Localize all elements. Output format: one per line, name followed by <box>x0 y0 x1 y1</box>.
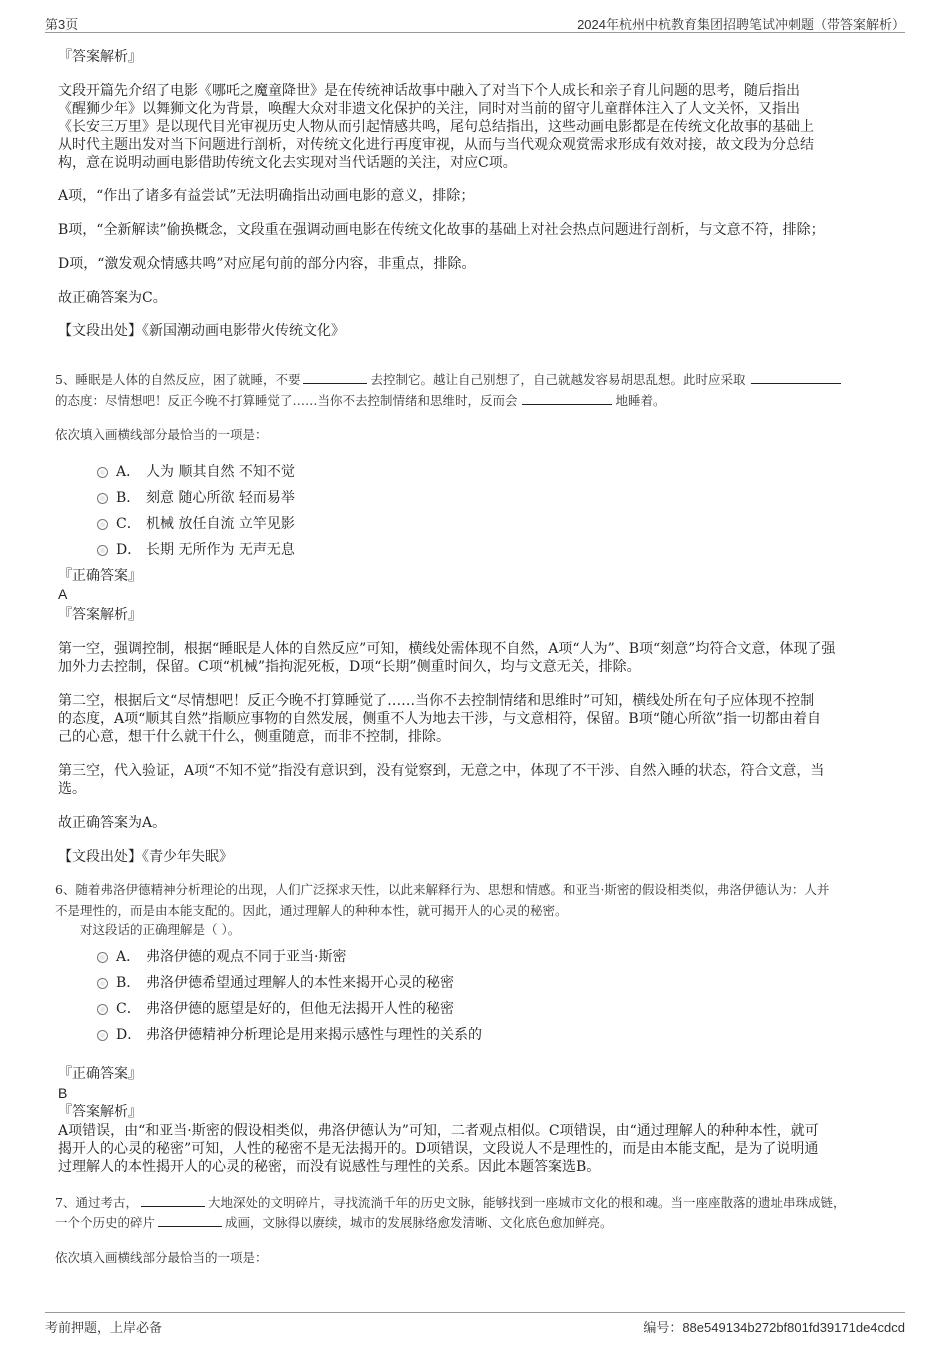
q5-stem-line1 <box>55 370 841 390</box>
q5-para1-line1: 第一空，强调控制，根据“睡眠是人体的自然反应”可知，横线处需体现不自然，A项“人为”、B项“刻意”均符合文意，体现了强 <box>58 641 836 657</box>
q5-stem-part: 的态度：尽情想吧！反正今晚不打算睡觉了……当你不去控制情绪和思维时，反而会 <box>55 393 518 408</box>
q4-source: 【文段出处】《新国潮动画电影带火传统文化》 <box>58 323 345 339</box>
q5-para3-line1: 第三空，代入验证，A项“不知不觉”指没有意识到，没有觉察到，无意之中，体现了不干涉、自然入睡的状态，符合文意，当 <box>58 763 825 779</box>
q5-option-a-text: 人为 顺其自然 不知不觉 <box>146 464 295 480</box>
q6-option-c-radio[interactable] <box>97 1004 108 1015</box>
q6-answer: B <box>58 1085 68 1101</box>
q7-stem-part: 大地深处的文明碎片，寻找流淌千年的历史文脉，能够找到一座城市文化的根和魂。当一座座散落的遗址串珠成链， <box>207 1195 846 1210</box>
q6-analysis-line1: A项错误，由“和亚当·斯密的假设相类似，弗洛伊德认为”可知，二者观点相似。C项错误，由“通过理解人的种种本性，就可 <box>58 1123 819 1139</box>
q4-a-note: A项，“作出了诸多有益尝试”无法明确指出动画电影的意义，排除； <box>58 188 475 204</box>
footer-id-label: 编号： <box>643 1320 683 1335</box>
q5-stem-part: 5、睡眠是人体的自然反应，困了就睡，不要 <box>55 372 301 387</box>
q5-option-d-radio[interactable] <box>97 545 108 556</box>
q7-stem-part: 一个个历史的碎片 <box>55 1215 156 1230</box>
q6-option-b-letter: B． <box>116 975 141 991</box>
fill-blank <box>522 392 612 405</box>
q7-stem-line1 <box>55 1193 845 1213</box>
q5-option-b-letter: B． <box>116 490 141 506</box>
q4-para1-line4: 从时代主题出发对当下问题进行剖析，对传统文化进行再度审视，从而与当代观众观赏需求形成有效对接，故文段为分总结 <box>58 137 814 153</box>
q6-stem-line2: 不是理性的，而是由本能支配的。因此，通过理解人的种种本性，就可揭开人的心灵的秘密。 <box>55 903 568 918</box>
fill-blank <box>141 1194 205 1207</box>
q7-stem-line2 <box>55 1213 613 1233</box>
q6-analysis-line3: 过理解人的本性揭开人的心灵的秘密，而没有说感性与理性的关系。因此本题答案选B。 <box>58 1159 601 1175</box>
q6-stem-line1: 6、随着弗洛伊德精神分析理论的出现，人们广泛探求天性，以此来解释行为、思想和情感。和亚当·斯密的假设相类似，弗洛伊德认为：人并 <box>55 882 830 897</box>
q5-answer: A <box>58 586 68 602</box>
page-footer <box>45 1312 905 1335</box>
q6-option-c-text: 弗洛伊德的愿望是好的，但他无法揭开人性的秘密 <box>146 1001 454 1017</box>
q4-analysis-tag: 『答案解析』 <box>58 49 142 65</box>
q5-option-c-text: 机械 放任自流 立竿见影 <box>146 516 295 532</box>
q5-option-d-text: 长期 无所作为 无声无息 <box>146 542 295 558</box>
q6-option-d-radio[interactable] <box>97 1030 108 1041</box>
fill-blank <box>158 1214 222 1227</box>
q5-para2-line3: 己的心意，想干什么就干什么，侧重随意，而非不控制，排除。 <box>58 729 450 745</box>
q5-option-c-radio[interactable] <box>97 519 108 530</box>
q5-analysis-tag: 『答案解析』 <box>58 607 142 623</box>
q4-conclusion: 故正确答案为C。 <box>58 290 167 306</box>
q6-analysis-line2: 揭开人的心灵的秘密”可知，人性的秘密不是无法揭开的。D项错误，文段说人不是理性的，而是由本能支配，是为了说明通 <box>58 1141 819 1157</box>
page-number: 第3页 <box>45 17 79 32</box>
q6-option-a-letter: A． <box>116 949 141 965</box>
q7-stem-part: 成画，文脉得以赓续，城市的发展脉络愈发清晰、文化底色愈加鲜亮。 <box>225 1215 613 1230</box>
q6-option-b-radio[interactable] <box>97 978 108 989</box>
q5-stem-line2 <box>55 391 666 411</box>
footer-id <box>643 1317 905 1336</box>
q4-para1-line2: 《醒狮少年》以舞狮文化为背景，唤醒大众对非遗文化保护的关注，同时对当前的留守儿童群体注入了人文关怀，又指出 <box>58 101 800 117</box>
q5-option-c-letter: C． <box>116 516 141 532</box>
q5-prompt: 依次填入画横线部分最恰当的一项是： <box>55 427 268 442</box>
q6-option-b-text: 弗洛伊德希望通过理解人的本性来揭开心灵的秘密 <box>146 975 454 991</box>
q5-conclusion: 故正确答案为A。 <box>58 815 167 831</box>
q6-option-d-letter: D． <box>116 1027 142 1043</box>
q5-option-d-letter: D． <box>116 542 142 558</box>
q5-para2-line1: 第二空，根据后文“尽情想吧！反正今晚不打算睡觉了……当你不去控制情绪和思维时”可知，横线处所在句子应体现不控制 <box>58 693 815 709</box>
q7-prompt: 依次填入画横线部分最恰当的一项是： <box>55 1250 268 1265</box>
fill-blank <box>751 371 841 384</box>
q4-para1-line5: 构，意在说明动画电影借助传统文化去实现对当代话题的关注，对应C项。 <box>58 155 517 171</box>
q6-option-a-radio[interactable] <box>97 952 108 963</box>
q5-option-a-letter: A． <box>116 464 141 480</box>
q5-option-b-radio[interactable] <box>97 493 108 504</box>
q4-b-note: B项，“全新解读”偷换概念，文段重在强调动画电影在传统文化故事的基础上对社会热点问题进行剖析，与文意不符，排除； <box>58 222 825 238</box>
q6-option-a-text: 弗洛伊德的观点不同于亚当·斯密 <box>146 949 347 965</box>
q5-option-b-text: 刻意 随心所欲 轻而易举 <box>146 490 295 506</box>
q5-answer-tag: 『正确答案』 <box>58 568 142 584</box>
q5-stem-part: 去控制它。越让自己别想了，自己就越发容易胡思乱想。此时应采取 <box>370 372 746 387</box>
q6-prompt: 对这段话的正确理解是（ ）。 <box>80 922 241 937</box>
document-title: 2024年杭州中杭教育集团招聘笔试冲刺题（带答案解析） <box>577 17 905 32</box>
q5-para1-line2: 加外力去控制，保留。C项“机械”指拘泥死板，D项“长期”侧重时间久，均与文意无关，排除。 <box>58 659 641 675</box>
fill-blank <box>303 371 367 384</box>
q4-d-note: D项，“激发观众情感共鸣”对应尾句前的部分内容，非重点，排除。 <box>58 256 476 272</box>
q5-para2-line2: 的态度，A项“顺其自然”指顺应事物的自然发展，侧重不人为地去干涉，与文意相符，保留。B项“随心所欲”指一切都由着自 <box>58 711 822 727</box>
q5-option-a-radio[interactable] <box>97 467 108 478</box>
q5-stem-part: 地睡着。 <box>615 393 666 408</box>
footer-id-value: 88e549134b272bf801fd39171de4cdcd <box>682 1320 905 1335</box>
q5-para3-line2: 选。 <box>58 781 86 797</box>
q6-option-d-text: 弗洛伊德精神分析理论是用来揭示感性与理性的关系的 <box>146 1027 482 1043</box>
q7-stem-part: 7、通过考古， <box>55 1195 138 1210</box>
footer-slogan: 考前押题，上岸必备 <box>45 1320 163 1335</box>
q4-para1-line3: 《长安三万里》是以现代目光审视历史人物从而引起情感共鸣，尾句总结指出，这些动画电影都是在传统文化故事的基础上 <box>58 119 814 135</box>
q4-para1-line1: 文段开篇先介绍了电影《哪吒之魔童降世》是在传统神话故事中融入了对当下个人成长和亲子育儿问题的思考，随后指出 <box>58 83 800 99</box>
q5-source: 【文段出处】《青少年失眠》 <box>58 849 233 865</box>
q6-option-c-letter: C． <box>116 1001 141 1017</box>
q6-analysis-tag: 『答案解析』 <box>58 1104 142 1120</box>
q6-answer-tag: 『正确答案』 <box>58 1066 142 1082</box>
page-header <box>45 12 905 33</box>
